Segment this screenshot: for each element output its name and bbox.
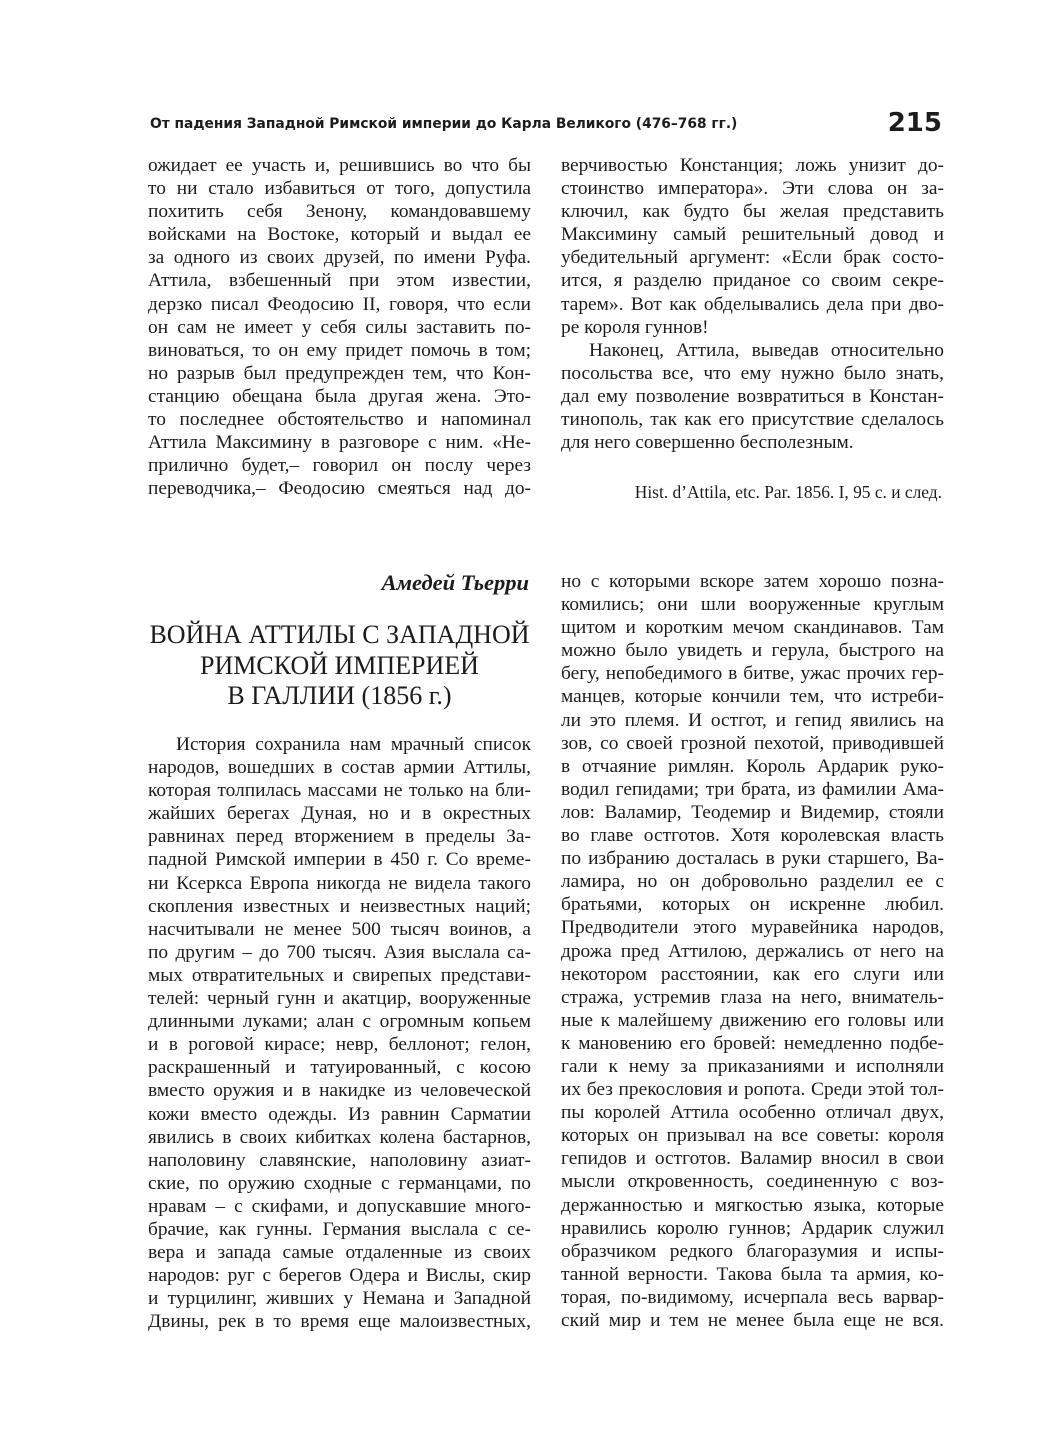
author-name: Амедей Тьерри — [381, 570, 529, 595]
text-line: гепидов и остготов. Валамир вносил в свои — [561, 1148, 944, 1170]
text-line: но с которыми вскоре затем хорошо позна- — [561, 571, 944, 592]
text-line: прилично будет,– говорил он послу через — [148, 455, 531, 477]
text-line: ре короля гуннов! — [561, 316, 709, 338]
text-line: пы королей Аттила особенно отличал двух, — [561, 1102, 944, 1124]
text-line: гали к нему за приказаниями и исполняли — [561, 1055, 944, 1077]
text-line: за одного из своих друзей, по имени Руфа. — [148, 247, 531, 269]
text-line: для него совершенно бесполезным. — [561, 432, 854, 454]
text-line: Предводители этого муравейника народов, — [561, 917, 944, 939]
text-line: вместо оружия и в накидке из человеческой — [148, 1080, 531, 1102]
text-line: нравам – с скифами, и допускавшие много- — [148, 1195, 531, 1217]
text-line: равнинах перед вторжением в пределы За- — [148, 826, 531, 848]
text-line: комились; они шли вооруженные круглым — [561, 594, 944, 616]
text-line: дерзко писал Феодосию II, говоря, что если — [148, 293, 531, 315]
text-line: народов, вошедших в состав армии Аттилы, — [148, 757, 531, 779]
text-line: но разрыв был предупрежден тем, что Кон- — [148, 362, 531, 384]
chapter-title-line: ВОЙНА АТТИЛЫ С ЗАПАДНОЙ — [149, 620, 530, 649]
bottom-right-column — [561, 570, 944, 1332]
text-line: виноваться, то он ему придет помочь в том; — [148, 339, 531, 361]
text-line: наполовину славянские, наполовину азиат- — [148, 1149, 531, 1171]
text-line: ни Ксеркса Европа никогда не видела такого — [148, 872, 531, 894]
text-line: к мановению его бровей: немедленно подбе- — [561, 1032, 944, 1054]
text-line: Двины, рек в то время еще малоизвестных, — [148, 1311, 531, 1333]
text-line: и в роговой кирасе; невр, беллонот; гелон, — [148, 1034, 531, 1056]
text-line: явились в своих кибитках колена бастарнов, — [148, 1126, 531, 1148]
text-line: водил гепидами; три брата, из фамилии Ама- — [561, 778, 944, 800]
text-line: переводчика,– Феодосию смеяться над до- — [148, 478, 531, 500]
text-line: тинополь, так как его присутствие сделалось — [561, 409, 944, 431]
text-line: вера и запада самые отдаленные из своих — [148, 1242, 531, 1264]
text-line: некотором расстоянии, как его слуги или — [561, 963, 944, 985]
text-line: образчиком редкого благоразумия и испы- — [561, 1240, 944, 1262]
text-line: скопления известных и неизвестных наций; — [148, 895, 531, 917]
text-line: нравились королю гуннов; Ардарик служил — [561, 1217, 944, 1239]
text-line: которых он призывал на все советы: короля — [561, 1125, 944, 1147]
text-line: История сохранила нам мрачный список — [176, 734, 531, 755]
text-line: во главе остготов. Хотя королевская власть — [561, 825, 944, 847]
text-line: ли это племя. И остгот, и гепид явились на — [561, 709, 944, 731]
text-line: их без прекословия и ропота. Среди этой тол- — [561, 1079, 944, 1101]
text-line: телей: черный гунн и акатцир, вооруженные — [148, 988, 531, 1010]
text-line: он сам не имеет у себя силы заставить по- — [148, 316, 531, 338]
text-line: ские, по оружию сходные с германцами, по — [148, 1172, 531, 1194]
running-head: От падения Западной Римской империи до Карла Великого (476–768 гг.) — [150, 116, 738, 132]
text-line: ламира, но он добровольно разделил ее с — [561, 871, 944, 893]
text-line: верчивостью Констанция; ложь унизит до- — [561, 155, 944, 176]
text-line: братьями, которых он искренне любил. — [561, 894, 944, 916]
chapter-title-line: В ГАЛЛИИ (1856 г.) — [227, 681, 452, 710]
text-line: манцев, которые кончили тем, что истреби- — [561, 686, 944, 708]
text-line: посольства все, что ему нужно было знать, — [561, 362, 944, 384]
text-line: ные к малейшему движению его головы или — [561, 1009, 944, 1031]
text-line: ожидает ее участь и, решившись во что бы — [148, 155, 531, 176]
text-line: Аттила, взбешенный при этом известии, — [148, 270, 531, 292]
text-line: стоинство императора». Эти слова он за- — [561, 178, 944, 200]
text-line: длинными луками; алан с огромным копьем — [148, 1011, 531, 1033]
text-line: щитом и коротким мечом скандинавов. Там — [561, 617, 944, 639]
bottom-left-column — [148, 733, 531, 1333]
text-line: падной Римской империи в 450 г. Со време- — [148, 849, 531, 871]
text-line: ский мир и тем не менее была еще не вся. — [561, 1310, 944, 1331]
text-line: кожи вместо одежды. Из равнин Сарматии — [148, 1103, 531, 1125]
text-line: стража, устремив глаза на него, вниматель- — [561, 986, 944, 1008]
text-line: в отчаяние римлян. Король Ардарик руко- — [561, 755, 944, 777]
text-line: дрожа пред Аттилою, держались от него на — [561, 940, 944, 962]
text-line: бегу, непобедимого в битве, ужас прочих гер- — [561, 663, 944, 685]
top-right-column — [561, 154, 944, 454]
text-line: станцию обещана была другая жена. Это- — [148, 385, 531, 407]
text-line: Максимину самый решительный довод и — [561, 224, 944, 246]
text-line: по избранию досталась в руки старшего, Ва- — [561, 848, 944, 870]
text-line: Наконец, Аттила, выведав относительно — [589, 339, 944, 361]
text-line: которая толпилась массами не только на бли- — [148, 780, 531, 802]
text-line: Аттила Максимину в разговоре с ним. «Не- — [148, 432, 531, 454]
text-line: насчитывали не менее 500 тысяч воинов, а — [148, 918, 531, 940]
text-line: танной верности. Такова была та армия, ко- — [561, 1263, 944, 1285]
text-line: ится, я разделю приданое со своим секре- — [561, 270, 944, 292]
text-line: раскрашенный и татуированный, с косою — [148, 1057, 531, 1079]
text-line: похитить себя Зенону, командовавшему — [148, 201, 531, 223]
text-line: то последнее обстоятельство и напоминал — [148, 409, 531, 431]
text-line: дал ему позволение возвратиться в Констан- — [561, 385, 944, 407]
text-line: ключил, как будто бы желая представить — [561, 201, 944, 223]
text-line: брачие, как гунны. Германия выслала с се- — [148, 1218, 531, 1240]
top-left-column — [148, 154, 531, 500]
text-line: зов, со своей грозной пехотой, приводившей — [561, 732, 944, 754]
text-line: держанностью и мягкостью языка, которые — [561, 1194, 944, 1216]
chapter-title-line: РИМСКОЙ ИМПЕРИЕЙ — [200, 650, 479, 680]
page-number: 215 — [887, 108, 942, 138]
text-line: войсками на Востоке, который и выдал ее — [148, 224, 531, 246]
text-line: по другим – до 700 тысяч. Азия выслала са- — [148, 941, 531, 963]
text-line: то ни стало избавиться от того, допустила — [148, 178, 531, 200]
text-line: народов: руг с берегов Одера и Вислы, скир — [148, 1265, 531, 1287]
text-line: убедительный аргумент: «Если брак состо- — [561, 247, 944, 269]
text-line: лов: Валамир, Теодемир и Видемир, стояли — [561, 801, 944, 823]
text-line: мых отвратительных и свирепых представи- — [148, 964, 531, 986]
chapter-title — [148, 620, 531, 712]
text-line: тарем». Вот как обделывались дела при дво- — [561, 293, 944, 315]
text-line: можно было увидеть и герула, быстрого на — [561, 640, 944, 662]
text-line: жайших берегах Дуная, но и в окрестных — [148, 803, 531, 825]
text-line: торая, по-видимому, исчерпала весь варвар- — [561, 1286, 944, 1308]
text-line: и турцилинг, живших у Немана и Западной — [148, 1288, 531, 1310]
text-line: мысли откровенность, соединенную с воз- — [561, 1171, 944, 1193]
source-citation: Hist. d’Attila, etc. Par. 1856. I, 95 с. и след. — [634, 482, 942, 502]
